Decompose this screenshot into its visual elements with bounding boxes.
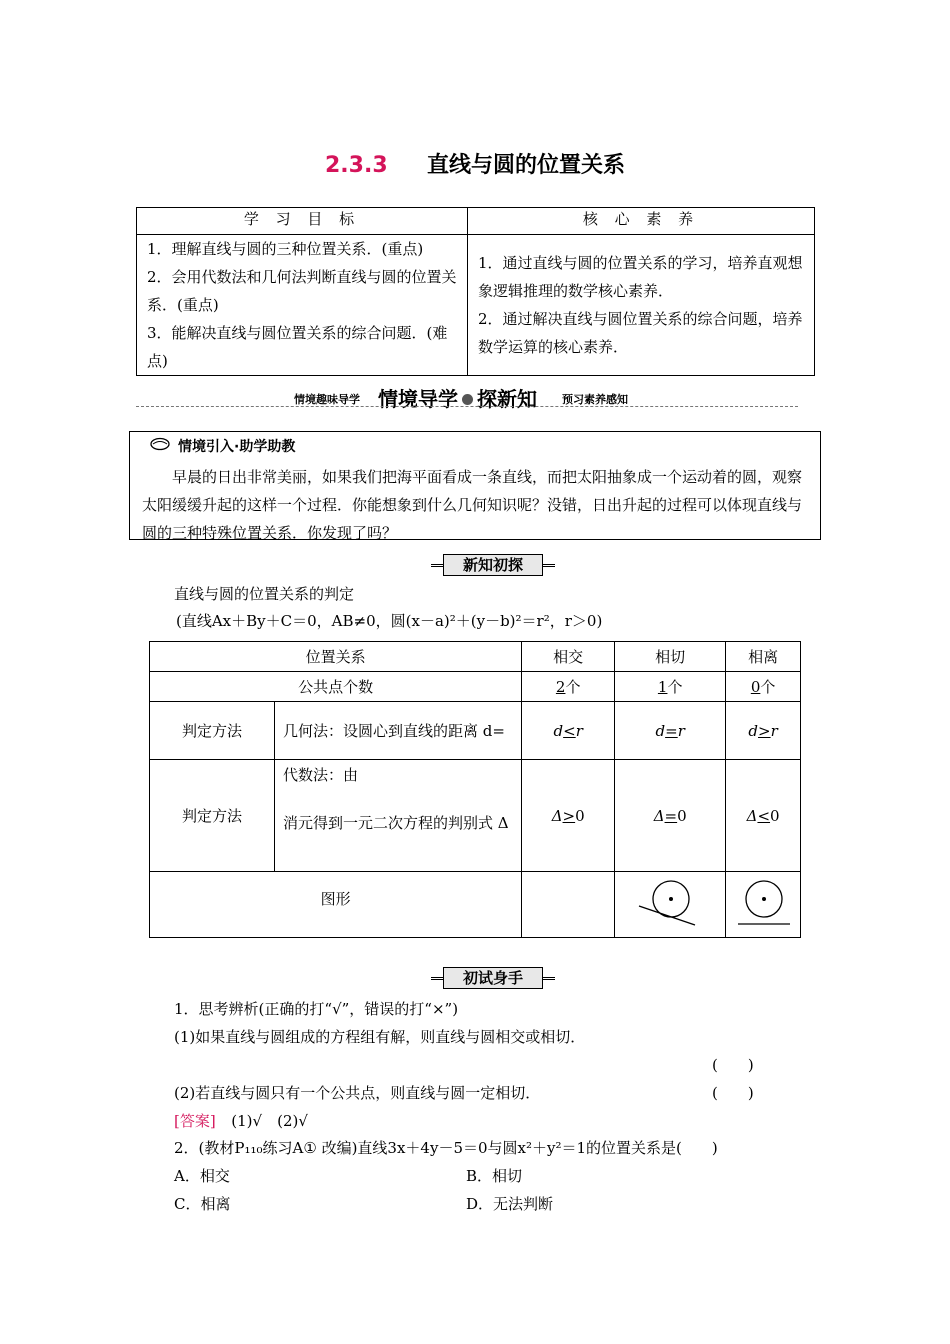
question-2: 2．(教材P₁₁₀练习A① 改编)直线3x＋4y－5＝0与圆x²＋y²＝1的位置关系是( )	[174, 1139, 718, 1157]
section-banner	[136, 383, 798, 411]
table-header-cell: 位置关系	[150, 642, 522, 672]
goals-table	[136, 207, 815, 376]
question-1-1-paren: ( )	[712, 1056, 754, 1074]
table-cell	[522, 702, 615, 760]
banner-dot-icon	[462, 394, 473, 405]
table-cell	[726, 760, 801, 872]
table-header-cell: 相离	[726, 642, 801, 672]
new-knowledge-tag-label: 新知初探	[443, 554, 543, 576]
literacy-item: 2．通过解决直线与圆位置关系的综合问题，培养数学运算的核心素养．	[478, 310, 803, 356]
expr: d	[553, 721, 564, 740]
algebraic-method-desc: 消元得到一元二次方程的判别式 Δ	[283, 814, 509, 832]
geometric-method-label: 几何法：设圆心到直线的距离 d=	[275, 702, 522, 760]
unit: 个	[565, 678, 581, 696]
literacy-list	[468, 235, 815, 376]
goal-item: 1．理解直线与圆的三种位置关系．(重点)	[147, 240, 424, 258]
question-1-title: 1．思考辨析(正确的打“√”，错误的打“×”)	[174, 1000, 459, 1018]
option-d: D．无法判断	[466, 1195, 554, 1213]
common-count: 0	[750, 678, 761, 696]
option-c: C．相离	[174, 1195, 231, 1213]
answer-label: [答案]	[174, 1112, 216, 1130]
table-cell	[522, 672, 615, 702]
table-cell	[615, 672, 726, 702]
new-knowledge-tag	[431, 554, 555, 576]
banner-right-caption: 预习素养感知	[562, 393, 628, 406]
algebraic-method-cell	[275, 760, 522, 872]
option-b: B．相切	[466, 1167, 523, 1185]
table-cell	[615, 760, 726, 872]
expr: Δ	[653, 806, 665, 825]
relation: >	[758, 721, 771, 740]
banner-title-right: 探新知	[477, 387, 537, 411]
algebraic-method-label: 代数法：由	[283, 766, 359, 784]
situation-box	[129, 431, 821, 540]
situation-text: 早晨的日出非常美丽，如果我们把海平面看成一条直线，而把太阳抽象成一个运动着的圆，观察太阳缓缓升起的这样一个过程．你能想象到什么几何知识呢？没错，日出升起的过程可以体现直线与圆的三种特殊位置关系．你发现了吗？	[142, 468, 803, 542]
literacy-header: 核 心 素 养	[468, 208, 815, 235]
unit: 个	[667, 678, 683, 696]
expr: r	[770, 721, 778, 740]
knowledge-condition: (直线Ax＋By＋C＝0，AB≠0，圆(x－a)²＋(y－b)²＝r²，r＞0)	[176, 612, 603, 630]
knowledge-heading: 直线与圆的位置关系的判定	[174, 585, 355, 603]
figure-intersect-cell	[522, 872, 615, 938]
position-table	[149, 641, 801, 938]
separate-figure-icon	[728, 878, 798, 928]
answer-text: (1)√ (2)√	[231, 1112, 308, 1130]
expr: 0	[677, 806, 687, 825]
expr: 0	[575, 806, 585, 825]
tangent-figure-icon	[635, 878, 705, 928]
goal-item: 2．会用代数法和几何法判断直线与圆的位置关系．(重点)	[147, 268, 457, 314]
common-count: 2	[555, 678, 566, 696]
goals-header: 学 习 目 标	[137, 208, 468, 235]
table-cell	[726, 702, 801, 760]
practice-tag-label: 初试身手	[443, 967, 543, 989]
expr: 0	[770, 806, 780, 825]
method-label: 判定方法	[150, 702, 275, 760]
question-1-2-paren: ( )	[712, 1084, 754, 1102]
question-1-1: (1)如果直线与圆组成的方程组有解，则直线与圆相交或相切．	[174, 1028, 586, 1046]
common-count: 1	[657, 678, 668, 696]
expr: r	[677, 721, 685, 740]
expr: d	[748, 721, 759, 740]
equation-placeholder	[283, 788, 521, 810]
section-title: 直线与圆的位置关系	[426, 153, 625, 178]
relation: =	[664, 806, 678, 825]
figure-tangent-cell	[615, 872, 726, 938]
goal-item: 3．能解决直线与圆位置关系的综合问题．(难点)	[147, 324, 448, 370]
section-number: 2.3.3	[325, 153, 388, 178]
expr: d	[655, 721, 666, 740]
relation: <	[757, 806, 771, 825]
table-header-cell: 相切	[615, 642, 726, 672]
goals-list	[137, 235, 468, 376]
unit: 个	[760, 678, 776, 696]
page-title	[0, 148, 950, 179]
expr: Δ	[551, 806, 563, 825]
table-header-cell: 相交	[522, 642, 615, 672]
tag-left-line	[431, 564, 443, 567]
table-cell	[522, 760, 615, 872]
table-cell	[726, 672, 801, 702]
figure-separate-cell	[726, 872, 801, 938]
hands-icon	[150, 437, 170, 451]
banner-left-caption: 情境趣味导学	[294, 393, 360, 406]
banner-title-left: 情境导学	[378, 387, 458, 411]
banner-divider	[136, 406, 798, 407]
expr: r	[575, 721, 583, 740]
relation: >	[562, 806, 576, 825]
literacy-item: 1．通过直线与圆的位置关系的学习，培养直观想象逻辑推理的数学核心素养．	[478, 254, 803, 300]
answer-line	[174, 1107, 308, 1135]
question-1-2: (2)若直线与圆只有一个公共点，则直线与圆一定相切．	[174, 1084, 541, 1102]
table-cell	[615, 702, 726, 760]
relation: <	[563, 721, 576, 740]
method-label: 判定方法	[150, 760, 275, 872]
banner-title	[378, 383, 537, 412]
situation-heading: 情境引入·助学助教	[178, 439, 296, 455]
tag-right-line	[543, 977, 555, 980]
tag-right-line	[543, 564, 555, 567]
common-points-label: 公共点个数	[150, 672, 522, 702]
option-a: A．相交	[174, 1167, 230, 1185]
tag-left-line	[431, 977, 443, 980]
practice-tag	[431, 967, 555, 989]
relation: =	[665, 721, 678, 740]
expr: Δ	[746, 806, 758, 825]
figure-label: 图形	[150, 872, 522, 938]
